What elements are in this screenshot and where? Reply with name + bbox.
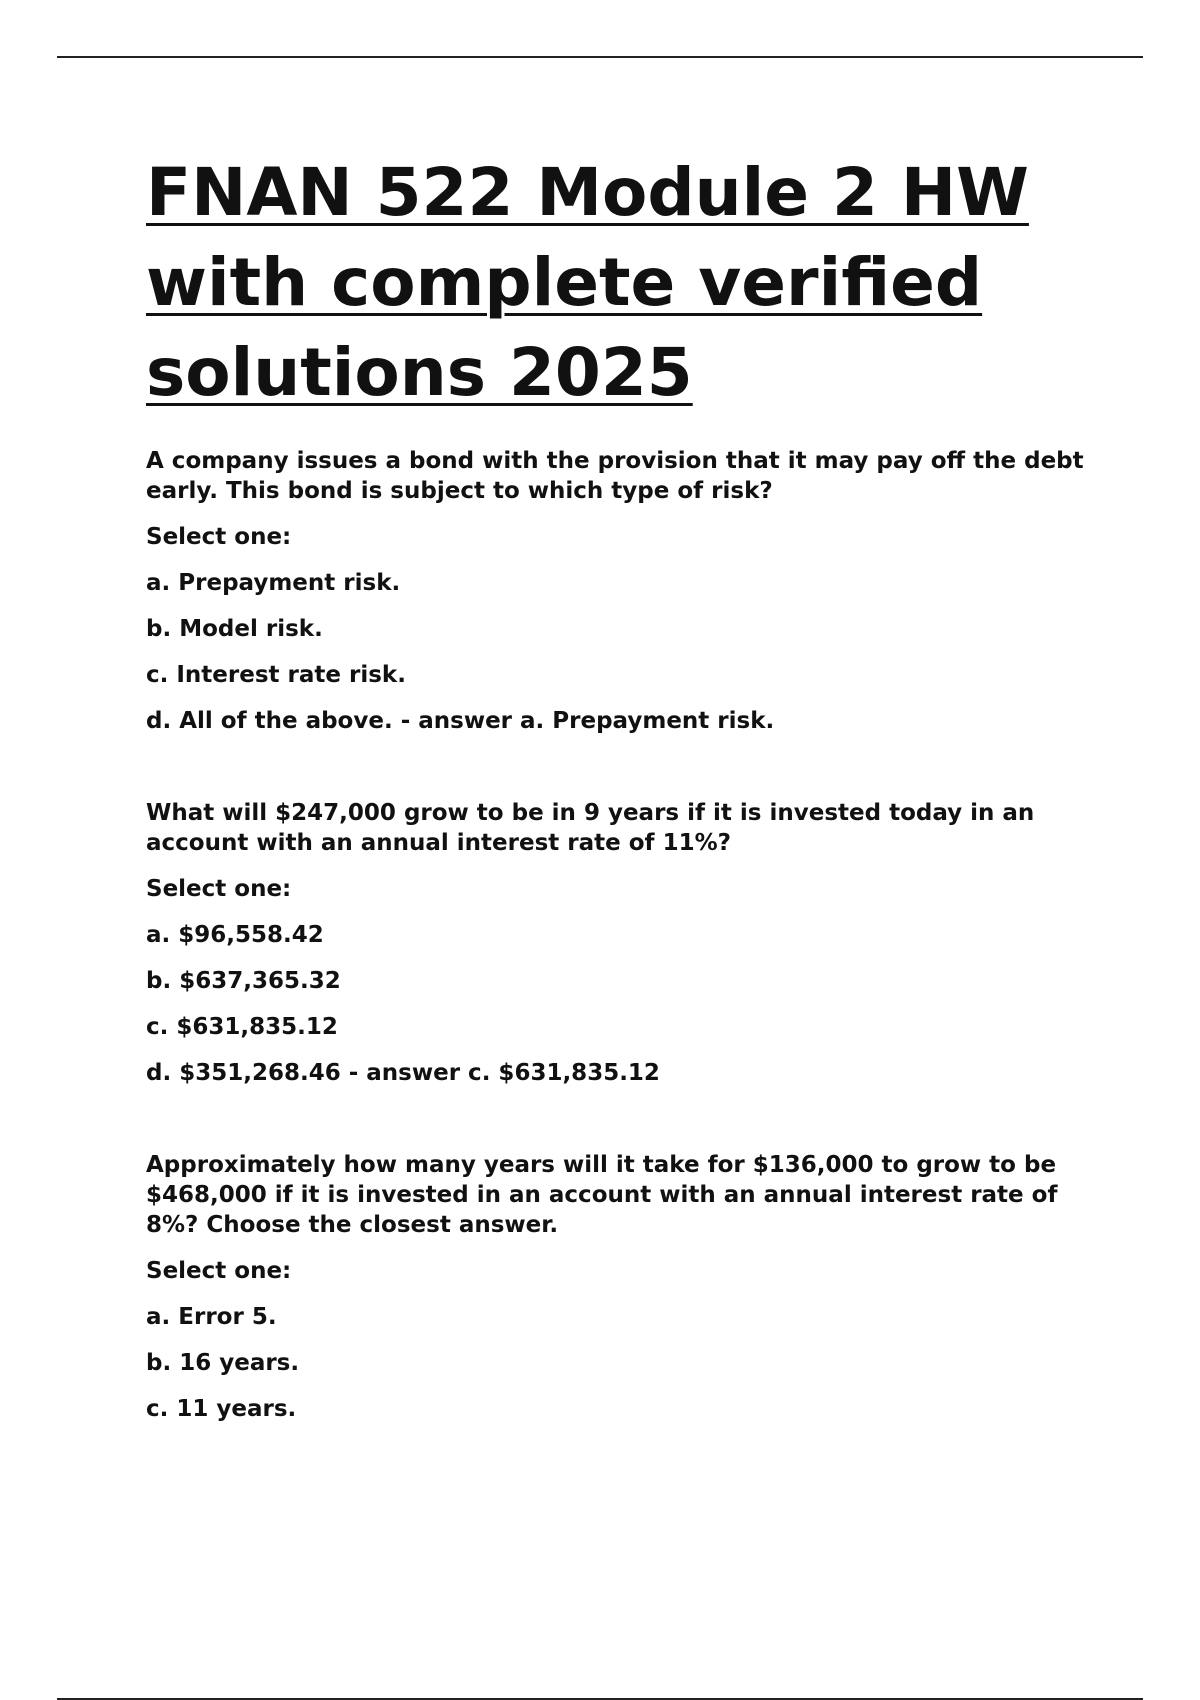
select-label: Select one: (146, 876, 292, 902)
question-1 (146, 446, 1096, 736)
select-label: Select one: (146, 1258, 292, 1284)
question-text: A company issues a bond with the provision that it may pay off the debt early. This bond is subject to which type of risk? (146, 448, 1084, 504)
document-body (146, 148, 1096, 1424)
option-a: a. Prepayment risk. (146, 570, 401, 596)
question-text: What will $247,000 grow to be in 9 years if it is invested today in an account with an annual interest rate of 11%? (146, 800, 1035, 856)
option-b: b. 16 years. (146, 1350, 300, 1376)
document-title: FNAN 522 Module 2 HW with complete verified solutions 2025 (146, 154, 1029, 411)
option-d-with-answer: d. All of the above. - answer a. Prepayment risk. (146, 708, 775, 734)
question-3 (146, 1150, 1096, 1424)
option-a: a. Error 5. (146, 1304, 277, 1330)
option-d-with-answer: d. $351,268.46 - answer c. $631,835.12 (146, 1060, 660, 1086)
question-2 (146, 798, 1096, 1088)
question-text: Approximately how many years will it take for $136,000 to grow to be $468,000 if it is invested in an account with an annual interest rate of 8%? Choose the closest answer. (146, 1152, 1058, 1238)
option-b: b. $637,365.32 (146, 968, 341, 994)
option-c: c. 11 years. (146, 1396, 297, 1422)
option-c: c. $631,835.12 (146, 1014, 338, 1040)
option-a: a. $96,558.42 (146, 922, 324, 948)
select-label: Select one: (146, 524, 292, 550)
option-b: b. Model risk. (146, 616, 323, 642)
top-rule (57, 56, 1143, 58)
option-c: c. Interest rate risk. (146, 662, 406, 688)
